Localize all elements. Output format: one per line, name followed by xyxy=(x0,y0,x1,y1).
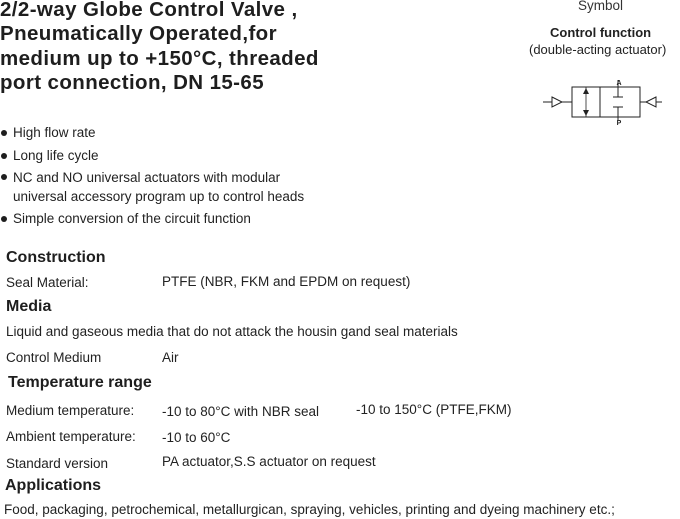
media-description: Liquid and gaseous media that do not attack the housin gand seal materials xyxy=(6,324,458,339)
bullet-dot-icon xyxy=(1,130,7,136)
title-line-2: Pneumatically Operated,for xyxy=(0,22,277,45)
bullet-dot-icon xyxy=(1,174,7,180)
title-line-3: medium up to +150°C, threaded xyxy=(0,47,319,70)
seal-material-value: PTFE (NBR, FKM and EPDM on request) xyxy=(162,274,411,289)
port-a-label: A xyxy=(616,80,622,87)
control-function-label: Control function xyxy=(550,25,652,40)
control-medium-value: Air xyxy=(162,350,179,365)
title-line-4: port connection, DN 15-65 xyxy=(0,71,265,94)
bullet-dot-icon xyxy=(1,153,7,159)
media-heading: Media xyxy=(6,298,52,315)
ambient-temperature-label: Ambient temperature: xyxy=(6,429,136,444)
construction-heading: Construction xyxy=(6,249,106,266)
applications-text: Food, packaging, petrochemical, metallurgican, spraying, vehicles, printing and dyeing machinery etc.; xyxy=(4,502,615,517)
ambient-temperature-value: -10 to 60°C xyxy=(162,430,231,445)
port-p-label: P xyxy=(616,120,622,126)
seal-material-label: Seal Material: xyxy=(6,275,89,290)
title-line-1: 2/2-way Globe Control Valve , xyxy=(0,0,298,21)
control-function-sub: (double-acting actuator) xyxy=(529,42,667,57)
standard-version-label: Standard version xyxy=(6,456,109,471)
medium-temperature-label: Medium temperature: xyxy=(6,403,135,418)
symbol-heading: Symbol xyxy=(578,0,624,13)
medium-temperature-nbr: -10 to 80°C with NBR seal xyxy=(162,404,319,419)
control-medium-label: Control Medium xyxy=(6,350,102,365)
standard-version-value: PA actuator,S.S actuator on request xyxy=(162,454,376,469)
bullet-dot-icon xyxy=(1,216,7,222)
medium-temperature-ptfe: -10 to 150°C (PTFE,FKM) xyxy=(356,402,512,417)
temperature-heading: Temperature range xyxy=(8,374,152,391)
valve-symbol-diagram xyxy=(540,76,665,126)
applications-heading: Applications xyxy=(5,477,102,494)
